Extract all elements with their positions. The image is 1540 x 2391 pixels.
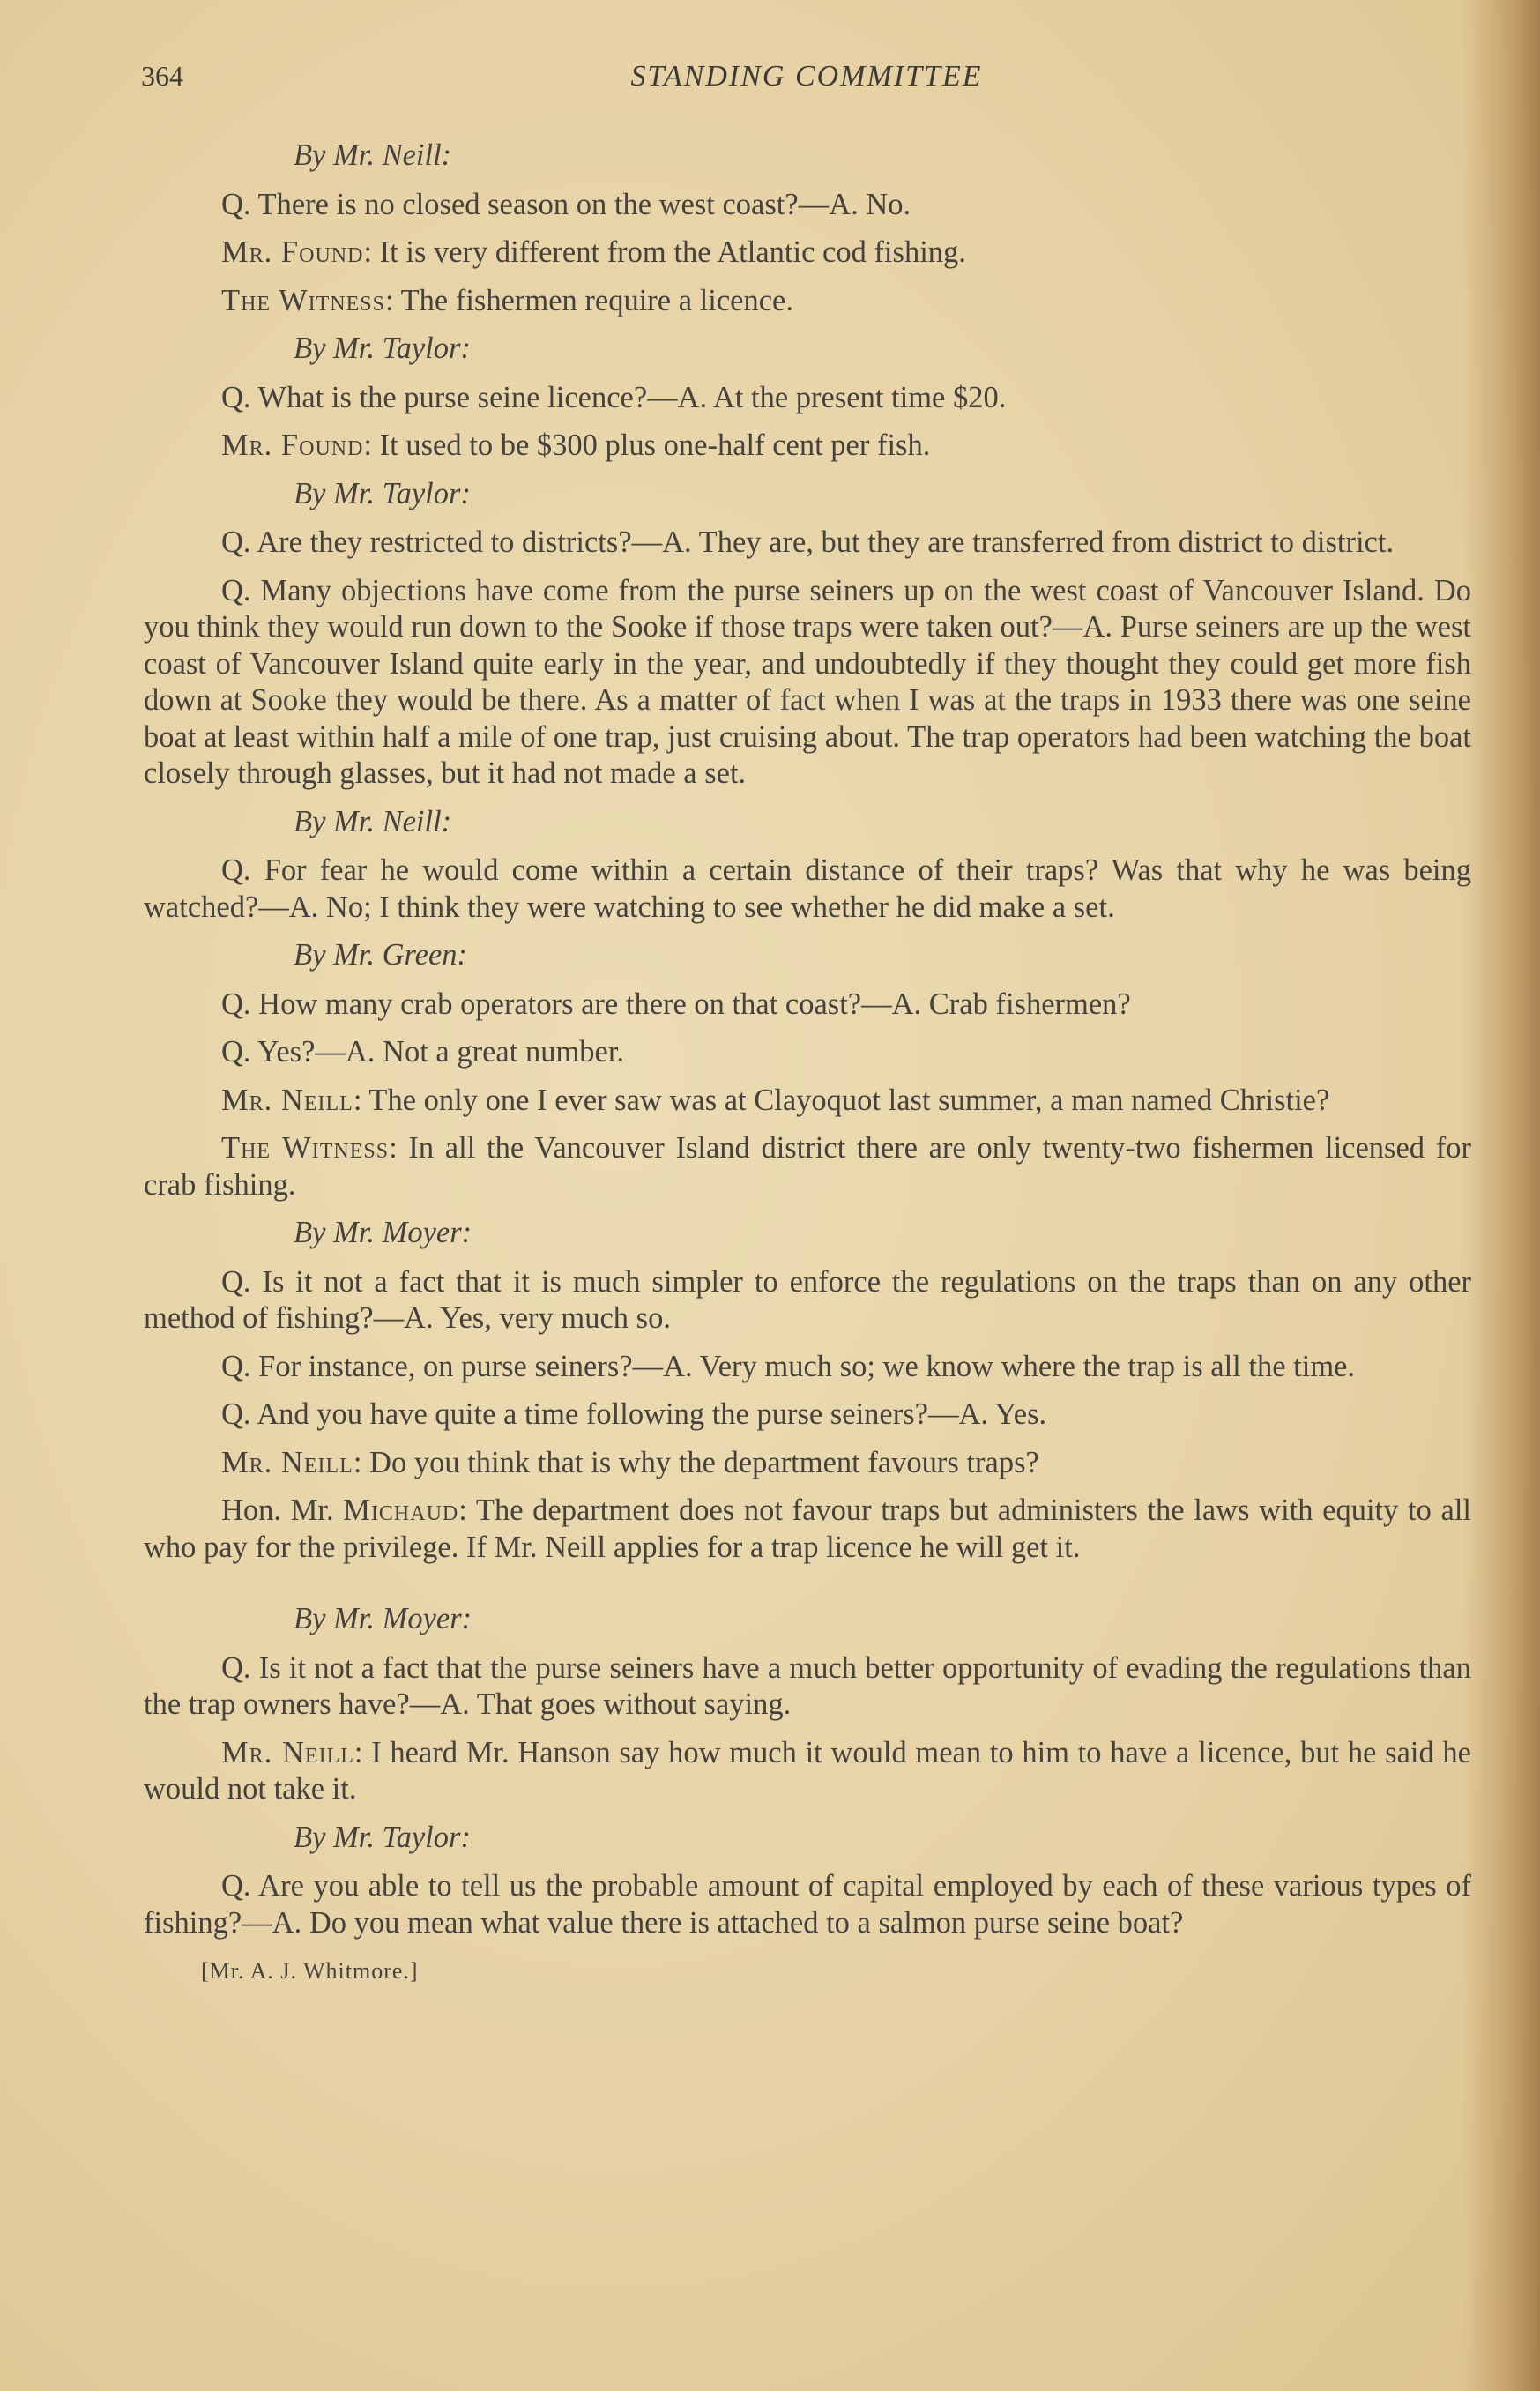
speech-text: The fishermen require a licence. xyxy=(400,283,793,317)
paragraph: Q. Is it not a fact that it is much simpler to enforce the regulations on the traps than on any other method of fishing?—A. Yes, very much so. xyxy=(144,1264,1471,1335)
paragraph: Q. Are you able to tell us the probable amount of capital employed by each of these various types of fishing?—A. Do you mean what value there is attached to a salmon purse seine boat? xyxy=(144,1869,1471,1940)
speech-text: It is very different from the Atlantic cod fishing. xyxy=(379,235,966,269)
section-heading: By Mr. Taylor: xyxy=(294,1820,471,1854)
paragraph: Q. Are they restricted to districts?—A. They are, but they are transferred from district to district. xyxy=(221,525,1395,559)
paragraph: Q. Yes?—A. Not a great number. xyxy=(221,1035,625,1069)
speech-text: In all the Vancouver Island district there are only twenty-two fishermen licensed for crab fishing. xyxy=(144,1131,1471,1202)
section-heading: By Mr. Neill: xyxy=(294,138,452,172)
speech-text: The department does not favour traps but administers the laws with equity to all who pay for the privilege. If Mr. Neill applies for a trap licence he will get it. xyxy=(144,1493,1471,1564)
speaker-name: Mr. Found xyxy=(221,235,364,269)
paragraph: Q. For fear he would come within a certain distance of their traps? Was that why he was being watched?—A. No; I think they were watching to see whether he did make a set. xyxy=(144,853,1471,924)
speaker-name: Michaud xyxy=(343,1493,459,1527)
paragraph: Q. And you have quite a time following the purse seiners?—A. Yes. xyxy=(221,1397,1047,1431)
speech-text: I heard Mr. Hanson say how much it would mean to him to have a licence, but he said he would not take it. xyxy=(144,1735,1471,1806)
speaker-name: Mr. Neill xyxy=(221,1083,353,1117)
witness-footer-note: [Mr. A. J. Whitmore.] xyxy=(201,1958,419,1984)
paragraph: Q. Many objections have come from the purse seiners up on the west coast of Vancouver Island. Do you think they would run down to the Sooke if those traps were taken out?—A. Purse seiners are up the west coast of Vancouver Island quite early in the year, and undoubtedly if they thought they could get more fish down at Sooke they would be there. As a matter of fact when I was at the traps in 1933 there was one seine boat at least within half a mile of one trap, just cruising about. The trap operators had been watching the boat closely through glasses, but it had not made a set. xyxy=(144,573,1471,790)
speaker-name: The Witness xyxy=(221,1131,390,1165)
section-heading: By Mr. Moyer: xyxy=(294,1602,472,1635)
speaker-name: The Witness xyxy=(221,283,385,317)
paragraph: Mr. Neill: I heard Mr. Hanson say how much it would mean to him to have a licence, but he said he would not take it. xyxy=(144,1735,1471,1806)
running-head xyxy=(141,60,1472,104)
paragraph: The Witness: In all the Vancouver Island district there are only twenty-two fishermen licensed for crab fishing. xyxy=(144,1131,1471,1202)
speech-text: It used to be $300 plus one-half cent per fish. xyxy=(379,428,931,462)
section-heading: By Mr. Neill: xyxy=(294,804,452,838)
speech-text: Do you think that is why the department favours traps? xyxy=(369,1445,1039,1479)
page-header-title: STANDING COMMITTEE xyxy=(630,60,983,93)
paragraph: Q. What is the purse seine licence?—A. At the present time $20. xyxy=(221,380,1007,414)
body-text xyxy=(144,129,1471,1990)
section-heading: By Mr. Green: xyxy=(294,938,468,972)
paragraph: Q. There is no closed season on the west coast?—A. No. xyxy=(221,187,911,221)
paragraph: Q. For instance, on purse seiners?—A. Very much so; we know where the trap is all the time. xyxy=(221,1349,1356,1383)
speaker-prefix: Hon. Mr. xyxy=(221,1493,334,1527)
paragraph: Q. Is it not a fact that the purse seiners have a much better opportunity of evading the regulations than the trap owners have?—A. That goes without saying. xyxy=(144,1650,1471,1721)
paragraph: Mr. Neill: The only one I ever saw was at Clayoquot last summer, a man named Christie? xyxy=(221,1083,1330,1117)
speech-text: The only one I ever saw was at Clayoquot last summer, a man named Christie? xyxy=(368,1083,1330,1117)
paragraph: Mr. Found: It used to be $300 plus one-half cent per fish. xyxy=(221,428,931,462)
paragraph: Mr. Neill: Do you think that is why the department favours traps? xyxy=(221,1445,1039,1479)
paragraph: Mr. Found: It is very different from the Atlantic cod fishing. xyxy=(221,235,966,269)
speaker-name: Mr. Neill xyxy=(221,1445,353,1479)
section-heading: By Mr. Taylor: xyxy=(294,476,471,510)
page-number: 364 xyxy=(141,60,183,92)
speaker-name: Mr. Found xyxy=(221,428,364,462)
paragraph: The Witness: The fishermen require a licence. xyxy=(221,283,793,317)
paragraph: Q. How many crab operators are there on that coast?—A. Crab fishermen? xyxy=(221,987,1131,1021)
section-heading: By Mr. Moyer: xyxy=(294,1216,472,1249)
paragraph: Hon. Mr. Michaud: The department does not favour traps but administers the laws with equity to all who pay for the privilege. If Mr. Neill applies for a trap licence he will get it. xyxy=(144,1493,1471,1564)
section-heading: By Mr. Taylor: xyxy=(294,331,471,365)
speaker-name: Mr. Neill xyxy=(221,1735,354,1769)
